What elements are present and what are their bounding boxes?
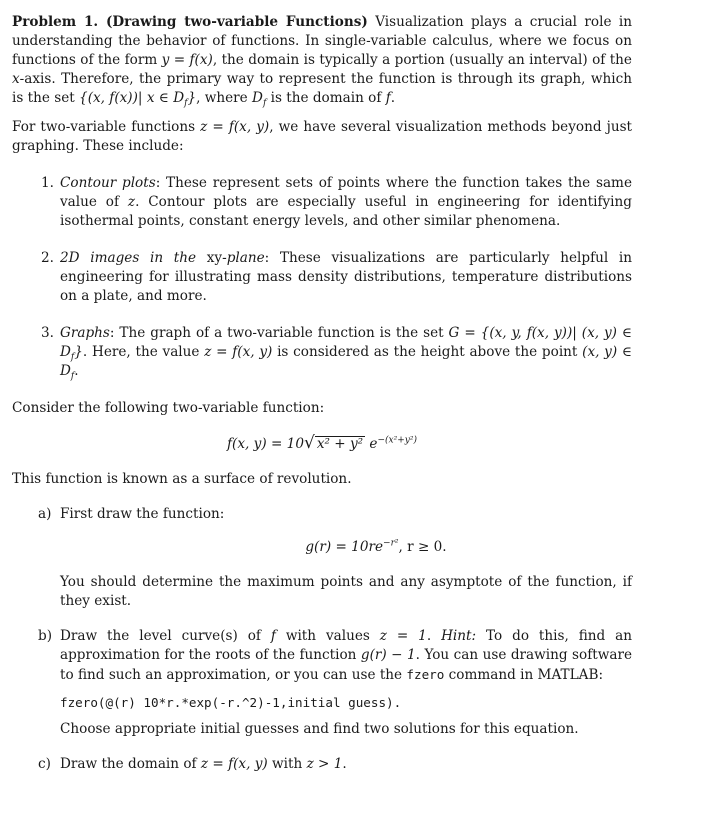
methods-list	[12, 174, 632, 381]
intro-text-3: -axis. Therefore, the primary way to represent the function is through its graph, which is the set	[12, 71, 632, 106]
intro-text-6: .	[390, 90, 396, 106]
part-label: c)	[38, 756, 51, 772]
list-number: 1.	[41, 175, 54, 191]
part-label: b)	[38, 628, 53, 644]
part-c-text-3: .	[342, 756, 347, 772]
method-math-3: (x, y) ∈ D	[60, 344, 632, 379]
method-math-end: }	[74, 344, 83, 360]
part-c-text-1: Draw the domain of	[60, 756, 201, 772]
method-title-plane: xy	[206, 250, 223, 266]
problem-heading: Problem 1. (Drawing two-variable Functions)	[12, 14, 368, 30]
intro-math-1: y = f(x)	[161, 52, 213, 68]
parts-list	[12, 505, 632, 774]
consider-text: Consider the following two-variable function:	[12, 400, 325, 416]
list-number: 3.	[41, 325, 54, 341]
two-variable-paragraph	[12, 118, 632, 156]
part-a-equation	[60, 538, 632, 557]
equation-exp-power: −(x²+y²)	[377, 435, 417, 446]
part-b-math-2: z = 1	[379, 628, 427, 644]
main-equation	[12, 434, 632, 454]
intro-text-5: is the domain of	[266, 90, 386, 106]
part-a-eq-main: g(r) = 10re	[305, 539, 384, 555]
part-b-follow: Choose appropriate initial guesses and find two solutions for this equation.	[60, 721, 579, 737]
equation-lhs: f(x, y) = 10	[227, 436, 304, 452]
intro-paragraph	[12, 13, 632, 108]
list-item	[12, 174, 632, 231]
p2-text-1: For two-variable functions	[12, 119, 201, 135]
method-title: Contour plots	[60, 175, 156, 191]
method-title: Graphs	[60, 325, 110, 341]
sqrt-icon: √	[303, 433, 315, 453]
part-b-text-4: To do this, find an approximation for the roots of the function	[60, 628, 633, 663]
p2-text-2: , we have several visualization methods beyond just graphing. These include:	[12, 119, 633, 154]
surface-note: This function is known as a surface of revolution.	[12, 471, 352, 487]
part-a-text: First draw the function:	[60, 506, 225, 522]
intro-math-3: {(x, f(x))| x ∈ D	[79, 90, 185, 106]
p2-math: z = f(x, y)	[200, 119, 270, 135]
part-b-code-inline: fzero	[406, 667, 445, 682]
method-text-2: . Here, the value	[82, 344, 205, 360]
list-item	[12, 249, 632, 306]
method-math-2: z = f(x, y)	[204, 344, 273, 360]
method-title-end: -plane	[222, 250, 265, 266]
equation-exp-base: e	[365, 436, 378, 452]
problem-page	[12, 13, 632, 790]
part-label: a)	[38, 506, 52, 522]
part-a	[12, 505, 632, 611]
equation-radicand: x² + y²	[316, 436, 364, 452]
method-math-sub: f	[70, 352, 75, 363]
part-c-math-1: z = f(x, y)	[200, 756, 268, 772]
intro-text-2: , the domain is typically a portion (usually an interval) of the	[212, 52, 632, 68]
method-title: 2D images in the	[60, 250, 197, 266]
part-c-text-2: with	[267, 756, 307, 772]
list-number: 2.	[41, 250, 54, 266]
part-b	[12, 627, 632, 739]
part-a-eq-power: −r²	[383, 538, 399, 549]
part-c-math-2: z > 1	[306, 756, 343, 772]
part-b-math-3: g(r) − 1	[360, 647, 416, 663]
method-text: : These represent sets of points where the function takes the same value of	[60, 175, 632, 210]
intro-math-3-end: }	[187, 90, 197, 106]
intro-text-4: , where	[196, 90, 253, 106]
part-b-text-1: Draw the level curve(s) of	[60, 628, 271, 644]
method-text: : The graph of a two-variable function is the set	[109, 325, 449, 341]
method-math: G = {(x, y, f(x, y))| (x, y) ∈ D	[60, 325, 632, 360]
intro-math-5: f	[385, 90, 391, 106]
method-text-4: .	[74, 363, 79, 379]
intro-math-3-sub: f	[184, 98, 188, 109]
method-math: z	[127, 194, 136, 210]
part-b-hint: Hint:	[441, 628, 477, 644]
part-c	[12, 755, 632, 774]
intro-math-4-sub: f	[262, 98, 267, 109]
method-text-2: . Contour plots are especially useful in engineering for identifying isothermal points, constant energy levels, and other similar phenomena.	[60, 194, 632, 229]
intro-math-2: x	[12, 71, 20, 87]
part-b-text-2: with values	[275, 628, 380, 644]
method-text: : These visualizations are particularly helpful in engineering for illustrating mass density distributions, temperature distributions on a plate, and more.	[60, 250, 632, 304]
intro-math-4: D	[252, 90, 263, 106]
part-b-code-line: fzero(@(r) 10*r.*exp(-r.^2)-1,initial guess).	[60, 695, 402, 710]
list-item	[12, 324, 632, 381]
part-a-eq-cond: , r ≥ 0.	[398, 539, 447, 555]
part-b-math-1: f	[270, 628, 276, 644]
part-b-text-5: . You can use drawing software to find such an approximation, or you can use the	[60, 647, 632, 683]
method-math-3-sub: f	[70, 371, 75, 382]
method-text-3: is considered as the height above the point	[272, 344, 583, 360]
part-b-text-6: command in MATLAB:	[444, 667, 604, 683]
part-a-follow: You should determine the maximum points and any asymptote of the function, if they exist.	[60, 574, 632, 609]
part-b-text-3: .	[426, 628, 442, 644]
intro-text-1: Visualization plays a crucial role in understanding the behavior of functions. In single-variable calculus, where we focus on functions of the form	[12, 14, 632, 68]
